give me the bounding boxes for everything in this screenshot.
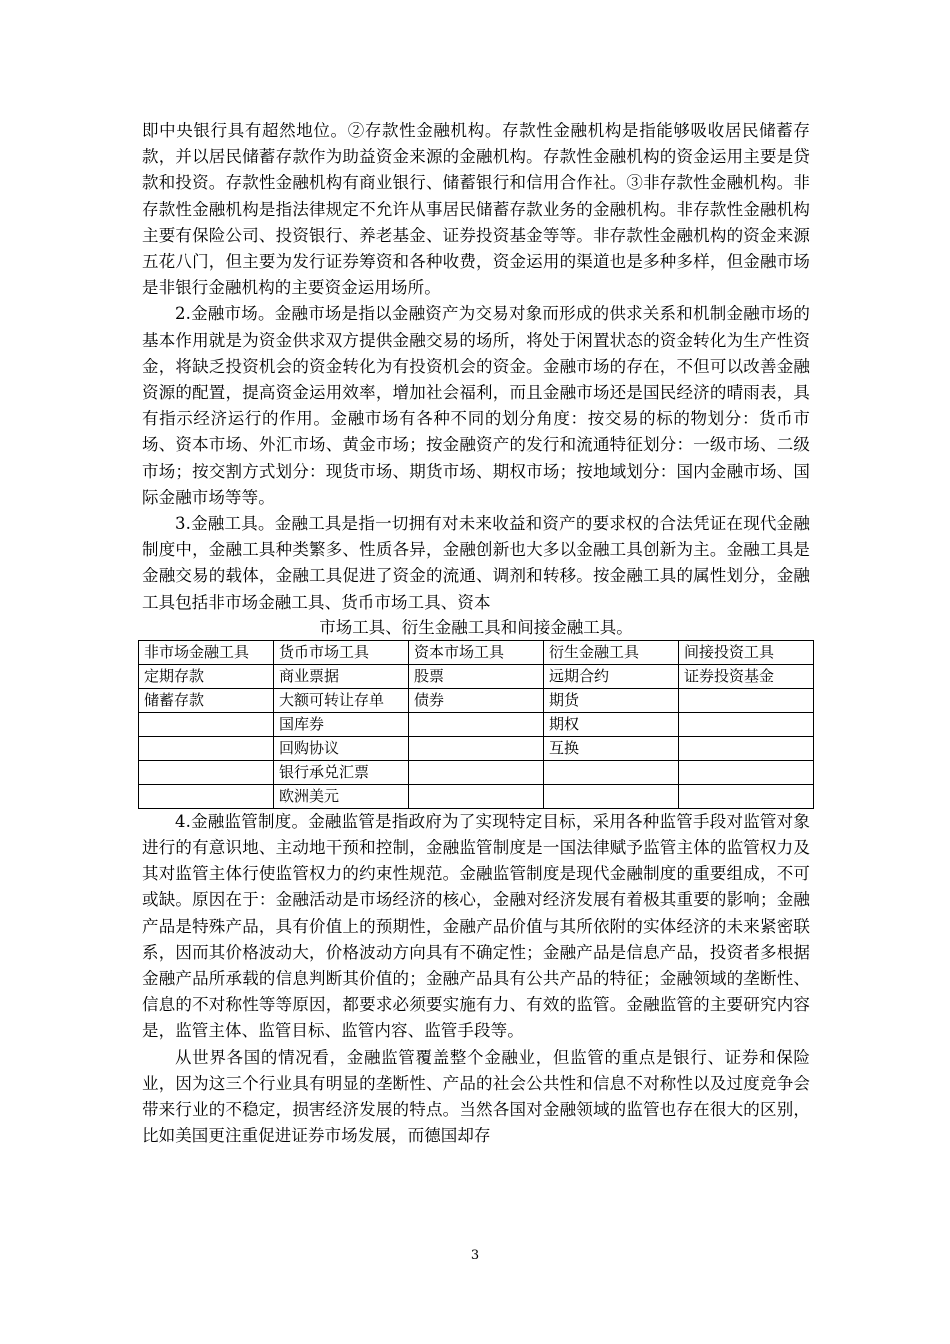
table-header-cell: 间接投资工具 (679, 640, 814, 664)
table-cell (409, 784, 544, 808)
table-header-cell: 非市场金融工具 (139, 640, 274, 664)
table-cell: 互换 (544, 736, 679, 760)
table-row (139, 688, 814, 712)
table-cell (679, 760, 814, 784)
table-cell: 定期存款 (139, 664, 274, 688)
page-number: 3 (470, 1248, 480, 1263)
table-cell (544, 760, 679, 784)
table-header-cell: 货币市场工具 (274, 640, 409, 664)
financial-instruments-table (138, 640, 814, 809)
table-cell (679, 688, 814, 712)
table-caption: 市场工具、衍生金融工具和间接金融工具。 (319, 617, 633, 637)
table-cell: 股票 (409, 664, 544, 688)
table-cell (139, 736, 274, 760)
table-row (139, 784, 814, 808)
document-body (142, 118, 810, 1150)
table-cell: 欧洲美元 (274, 784, 409, 808)
table-cell (679, 784, 814, 808)
table-header-row (139, 640, 814, 664)
table-cell (544, 784, 679, 808)
table-row (139, 712, 814, 736)
table-cell (679, 736, 814, 760)
table-row (139, 760, 814, 784)
table-cell (139, 712, 274, 736)
table-cell (409, 760, 544, 784)
table-cell (409, 736, 544, 760)
table-cell: 期货 (544, 688, 679, 712)
table-cell: 债券 (409, 688, 544, 712)
paragraph-supervision-worldwide: 从世界各国的情况看，金融监管覆盖整个金融业，但监管的重点是银行、证券和保险业，因为这三个行业具有明显的垄断性、产品的社会公共性和信息不对称性以及过度竞争会带来行业的不稳定，损害经济发展的特点。当然各国对金融领域的监管也存在很大的区别，比如美国更注重促进证券市场发展，而德国却存 (142, 1047, 810, 1146)
table-cell (409, 712, 544, 736)
table-header-cell: 资本市场工具 (409, 640, 544, 664)
table-cell: 回购协议 (274, 736, 409, 760)
table-cell: 期权 (544, 712, 679, 736)
paragraph-financial-instruments: 3.金融工具。金融工具是指一切拥有对未来收益和资产的要求权的合法凭证在现代金融制度中，金融工具种类繁多、性质各异，金融创新也大多以金融工具创新为主。金融工具是金融交易的载体，金融工具促进了资金的流通、调剂和转移。按金融工具的属性划分，金融工具包括非市场金融工具、货币市场工具、资本 (142, 514, 810, 612)
table-cell (679, 712, 814, 736)
table-cell (139, 784, 274, 808)
paragraph-financial-supervision: 4.金融监管制度。金融监管是指政府为了实现特定目标，采用各种监管手段对监管对象进行的有意识地、主动地干预和控制，金融监管制度是一国法律赋予监管主体的监管权力及其对监管主体行使监管权力的约束性规范。金融监管制度是现代金融制度的重要组成，不可或缺。原因在于：金融活动是市场经济的核心，金融对经济发展有着极其重要的影响；金融产品是特殊产品，具有价值上的预期性，金融产品价值与其所依附的实体经济的未来紧密联系，因而其价格波动大，价格波动方向具有不确定性；金融产品是信息产品，投资者多根据金融产品所承载的信息判断其价值的；金融产品具有公共产品的特征；金融领域的垄断性、信息的不对称性等等原因，都要求必须要实施有力、有效的监管。金融监管的主要研究内容是，监管主体、监管目标、监管内容、监管手段等。 (142, 811, 810, 1041)
table-header-cell: 衍生金融工具 (544, 640, 679, 664)
table-cell: 国库券 (274, 712, 409, 736)
table-row (139, 736, 814, 760)
table-cell: 大额可转让存单 (274, 688, 409, 712)
table-cell: 证券投资基金 (679, 664, 814, 688)
table-row (139, 664, 814, 688)
table-cell: 远期合约 (544, 664, 679, 688)
table-cell: 银行承兑汇票 (274, 760, 409, 784)
table-cell (139, 760, 274, 784)
paragraph-financial-markets: 2.金融市场。金融市场是指以金融资产为交易对象而形成的供求关系和机制金融市场的基本作用就是为资金供求双方提供金融交易的场所，将处于闲置状态的资金转化为生产性资金，将缺乏投资机会的资金转化为有投资机会的资金。金融市场的存在，不但可以改善金融资源的配置，提高资金运用效率，增加社会福利，而且金融市场还是国民经济的晴雨表，具有指示经济运行的作用。金融市场有各种不同的划分角度：按交易的标的物划分：货币市场、资本市场、外汇市场、黄金市场；按金融资产的发行和流通特征划分：一级市场、二级市场；按交割方式划分：现货市场、期货市场、期权市场；按地域划分：国内金融市场、国际金融市场等等。 (142, 304, 810, 507)
table-cell: 商业票据 (274, 664, 409, 688)
paragraph-deposit-institutions: 即中央银行具有超然地位。②存款性金融机构。存款性金融机构是指能够吸收居民储蓄存款，并以居民储蓄存款作为助益资金来源的金融机构。存款性金融机构的资金运用主要是贷款和投资。存款性金融机构有商业银行、储蓄银行和信用合作社。③非存款性金融机构。非存款性金融机构是指法律规定不允许从事居民储蓄存款业务的金融机构。非存款性金融机构主要有保险公司、投资银行、养老基金、证券投资基金等等。非存款性金融机构的资金来源五花八门，但主要为发行证券筹资和各种收费，资金运用的渠道也是多种多样，但金融市场是非银行金融机构的主要资金运用场所。 (142, 121, 810, 298)
table-cell: 储蓄存款 (139, 688, 274, 712)
